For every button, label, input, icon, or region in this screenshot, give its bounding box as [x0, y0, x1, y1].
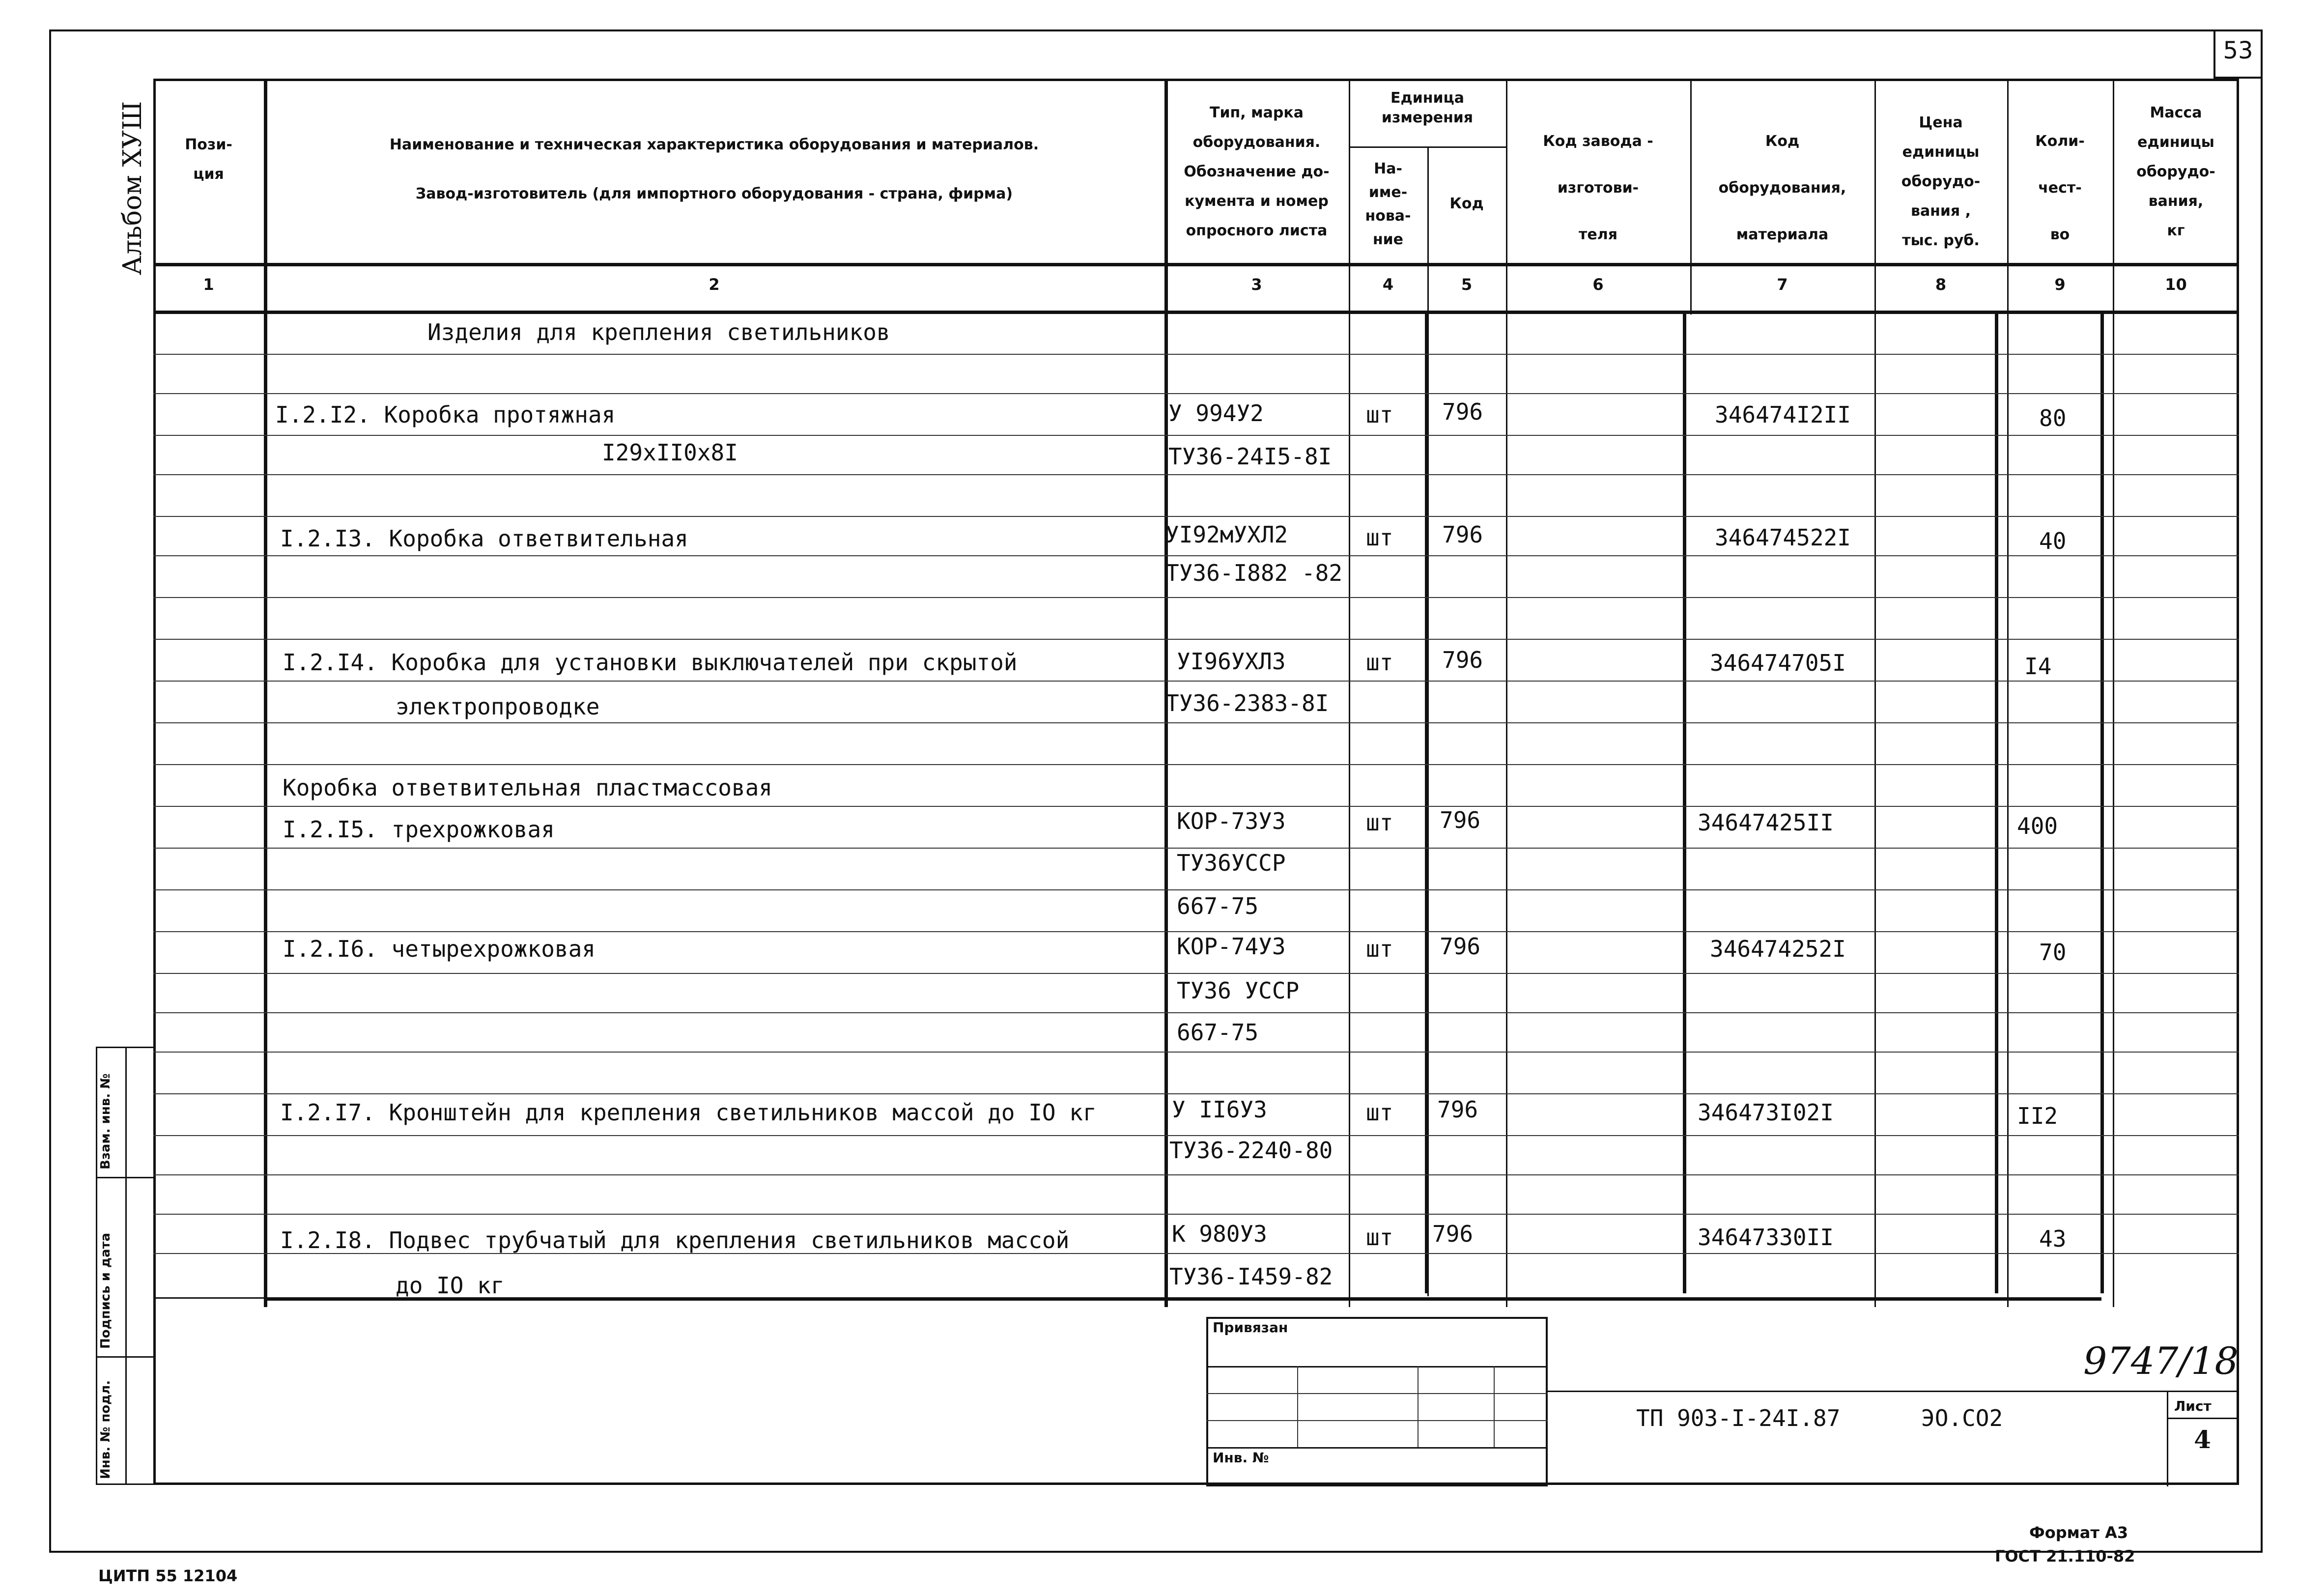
album-label: Альбом ХУШ [118, 101, 147, 275]
doc-section: ЭО.СО2 [1921, 1405, 2003, 1431]
item-unit: шт [1366, 809, 1393, 836]
item-equip-code: 346474522I [1715, 524, 1851, 551]
item-name: I.2.I6. четырехрожковая [283, 936, 596, 962]
item-type: КОР-73У3 [1177, 808, 1286, 834]
col-num: 5 [1461, 275, 1473, 294]
hdr-price: Цена единицы оборудо- вания , тыс. руб. [1901, 114, 1981, 249]
col-num: 8 [1935, 275, 1947, 294]
item-unit: шт [1366, 649, 1393, 676]
item-code: 796 [1440, 933, 1481, 960]
item-equip-code: 346474252I [1710, 936, 1846, 962]
item-name: I.2.I4. Коробка для установки выключателей при скрытой [283, 649, 1018, 676]
doc-code: ТП 903-I-24I.87 [1636, 1405, 1841, 1431]
page-number: 53 [2223, 37, 2253, 64]
item-equip-code: 34647425II [1698, 809, 1834, 836]
item-qty: 70 [2039, 939, 2067, 966]
sheet-label: Лист [2174, 1398, 2212, 1414]
col-num: 6 [1592, 275, 1604, 294]
item-code: 796 [1442, 399, 1483, 425]
col-num: 10 [2165, 275, 2187, 294]
item-qty: 40 [2039, 528, 2067, 554]
col-num: 1 [203, 275, 214, 294]
item-qty: 43 [2039, 1226, 2067, 1252]
item-unit: шт [1366, 1224, 1393, 1251]
item-type: У II6У3 [1172, 1096, 1267, 1123]
item-unit: шт [1366, 1099, 1393, 1126]
item-name: электропроводке [396, 693, 600, 720]
side-label-inv: Инв. № подл. [98, 1380, 113, 1479]
item-type: УI92мУХЛ2 [1165, 521, 1288, 548]
item-code: 796 [1440, 807, 1481, 833]
hdr-type: Тип, марка оборудования. Обозначение до- кумента и номер опросного листа [1184, 104, 1330, 239]
inv-label: Инв. № [1213, 1450, 1269, 1466]
item-code: 796 [1442, 521, 1483, 548]
item-type: У 994У2 [1168, 400, 1264, 427]
item-name: I29xII0x8I [602, 439, 738, 466]
item-qty: 400 [2017, 813, 2058, 839]
item-unit: шт [1366, 524, 1393, 551]
hdr-factory-code: Код завода - изготови- теля [1543, 133, 1653, 243]
col-num: 2 [709, 275, 720, 294]
hdr-equip-code: Код оборудования, материала [1718, 133, 1846, 243]
item-type: ТУ36-I882 -82 [1165, 560, 1343, 586]
item-type: 667-75 [1177, 1019, 1259, 1046]
footer-format: Формат А3 [2029, 1523, 2128, 1542]
item-type: ТУ36-2240-80 [1169, 1137, 1333, 1164]
item-name: I.2.I8. Подвес трубчатый для крепления светильников массой [280, 1227, 1070, 1254]
col-num: 9 [2054, 275, 2066, 294]
col-num: 7 [1777, 275, 1788, 294]
hdr-pos: Пози- ция [185, 136, 232, 183]
hdr-mass: Масса единицы оборудо- вания, кг [2136, 104, 2215, 239]
item-unit: шт [1366, 401, 1393, 428]
hdr-qty: Коли- чест- во [2035, 133, 2085, 243]
item-name: I.2.I3. Коробка ответвительная [280, 525, 688, 552]
item-name: до IO кг [396, 1272, 505, 1299]
item-equip-code: 34647330II [1698, 1224, 1834, 1251]
item-name: I.2.I7. Кронштейн для крепления светильников массой до IO кг [280, 1099, 1097, 1126]
item-code: 796 [1442, 647, 1483, 673]
item-type: УI96УХЛ3 [1177, 648, 1286, 675]
col-num: 4 [1382, 275, 1394, 294]
item-type: ТУ36 УССР [1177, 977, 1300, 1004]
item-type: ТУ36УССР [1177, 850, 1286, 876]
side-label-podpis: Подпись и дата [98, 1232, 113, 1349]
hdr-unit: Единица измерения [1381, 89, 1474, 126]
item-name: I.2.I5. трехрожковая [283, 816, 555, 843]
item-type: ТУ36-I459-82 [1169, 1263, 1333, 1290]
handwritten-number: 9747/18 [2083, 1339, 2239, 1383]
item-type: ТУ36-2383-8I [1165, 690, 1329, 716]
hdr-unit-name: На- име- нова- ние [1365, 160, 1411, 248]
footer-left: ЦИТП 55 12104 [98, 1567, 238, 1585]
item-code: 796 [1437, 1096, 1478, 1123]
side-label-vzam: Взам. инв. № [98, 1073, 113, 1169]
hdr-unit-code: Код [1449, 195, 1484, 212]
item-code: 796 [1432, 1221, 1474, 1247]
col-num: 3 [1251, 275, 1262, 294]
item-unit: шт [1366, 936, 1393, 962]
item-qty: I4 [2024, 653, 2052, 680]
section-title: Изделия для крепления светильников [427, 319, 890, 345]
footer-gost: ГОСТ 21.110-82 [1995, 1547, 2135, 1566]
item-type: К 980У3 [1172, 1221, 1267, 1247]
item-name: I.2.I2. Коробка протяжная [275, 401, 616, 428]
item-type: 667-75 [1177, 893, 1259, 919]
item-qty: 80 [2039, 405, 2067, 431]
item-type: ТУ36-24I5-8I [1168, 443, 1332, 470]
item-equip-code: 346474I2II [1715, 401, 1851, 428]
privyazan-label: Привязан [1213, 1319, 1288, 1336]
item-type: КОР-74У3 [1177, 933, 1286, 960]
item-equip-code: 346473I02I [1698, 1099, 1834, 1126]
group-title: Коробка ответвительная пластмассовая [283, 774, 772, 801]
sheet-number: 4 [2194, 1425, 2211, 1454]
hdr-name: Наименование и техническая характеристика оборудования и материалов. Завод-изготовитель (для импортного оборудования - страна, фирма) [389, 136, 1039, 202]
item-equip-code: 346474705I [1710, 650, 1846, 676]
item-qty: II2 [2017, 1103, 2058, 1129]
